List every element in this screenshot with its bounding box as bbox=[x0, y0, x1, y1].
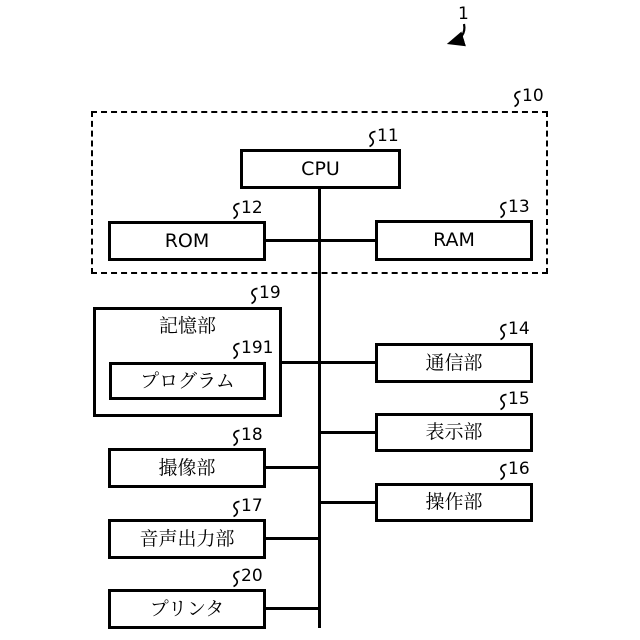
leader-squiggle-icon bbox=[231, 429, 240, 447]
storage-communication-connector-line bbox=[281, 361, 376, 364]
cpu-label: CPU bbox=[301, 157, 340, 180]
operation-connector-line bbox=[319, 501, 376, 504]
ram-block bbox=[375, 220, 533, 261]
display-label: 表示部 bbox=[425, 421, 483, 443]
operation-block bbox=[375, 483, 533, 522]
ref-number: 10 bbox=[522, 86, 544, 106]
leader-squiggle-icon bbox=[498, 201, 507, 219]
printer-block bbox=[108, 589, 266, 629]
operation-label: 操作部 bbox=[425, 491, 483, 513]
ref-number: 19 bbox=[259, 283, 281, 303]
ref-number: 18 bbox=[241, 425, 263, 445]
imaging-block bbox=[108, 448, 266, 488]
ref-label-12 bbox=[231, 200, 263, 220]
communication-label: 通信部 bbox=[425, 351, 483, 374]
printer-connector-line bbox=[265, 607, 320, 610]
audio-output-connector-line bbox=[265, 537, 320, 540]
rom-block bbox=[108, 221, 266, 261]
leader-squiggle-icon bbox=[498, 323, 507, 341]
display-connector-line bbox=[319, 431, 376, 434]
leader-squiggle-icon bbox=[249, 287, 258, 305]
ram-label: RAM bbox=[433, 229, 475, 251]
imaging-connector-line bbox=[265, 466, 320, 469]
rom-ram-connector-line bbox=[265, 239, 375, 242]
ref-number: 20 bbox=[241, 566, 263, 586]
storage-label: 記憶部 bbox=[158, 315, 216, 337]
bus-line bbox=[318, 188, 321, 628]
ref-label-15 bbox=[498, 391, 530, 411]
figure-arrow-icon bbox=[440, 21, 470, 51]
ref-number: 12 bbox=[241, 198, 263, 218]
leader-squiggle-icon bbox=[231, 202, 240, 220]
program-block bbox=[109, 362, 266, 400]
rom-label: ROM bbox=[164, 229, 210, 252]
ref-label-16 bbox=[498, 461, 530, 481]
imaging-label: 撮像部 bbox=[158, 456, 216, 479]
figure-number-text: 1 bbox=[458, 4, 469, 24]
ref-label-10 bbox=[512, 88, 544, 108]
ref-label-13 bbox=[498, 199, 530, 219]
program-label: プログラム bbox=[140, 369, 235, 392]
ref-number: 16 bbox=[508, 459, 530, 479]
ref-label-18 bbox=[231, 427, 263, 447]
leader-squiggle-icon bbox=[231, 342, 240, 360]
ref-label-191 bbox=[231, 340, 273, 360]
audio-output-label: 音声出力部 bbox=[139, 527, 235, 550]
leader-squiggle-icon bbox=[498, 393, 507, 411]
audio-output-block bbox=[108, 519, 266, 559]
leader-squiggle-icon bbox=[367, 130, 376, 148]
ref-number: 11 bbox=[377, 126, 399, 146]
leader-squiggle-icon bbox=[512, 90, 521, 108]
printer-label: プリンタ bbox=[149, 597, 225, 620]
ref-number: 17 bbox=[241, 496, 263, 516]
ref-label-20 bbox=[231, 568, 263, 588]
leader-squiggle-icon bbox=[231, 570, 240, 588]
communication-block bbox=[375, 343, 533, 383]
ref-label-19 bbox=[249, 285, 281, 305]
leader-squiggle-icon bbox=[498, 463, 507, 481]
ref-number: 15 bbox=[508, 389, 530, 409]
display-block bbox=[375, 413, 533, 452]
ref-label-14 bbox=[498, 321, 530, 341]
ref-label-17 bbox=[231, 498, 263, 518]
ref-number: 13 bbox=[508, 197, 530, 217]
ref-number: 14 bbox=[508, 319, 530, 339]
cpu-block bbox=[240, 149, 401, 189]
ref-number: 191 bbox=[241, 338, 274, 358]
ref-label-11 bbox=[367, 128, 399, 148]
leader-squiggle-icon bbox=[231, 500, 240, 518]
